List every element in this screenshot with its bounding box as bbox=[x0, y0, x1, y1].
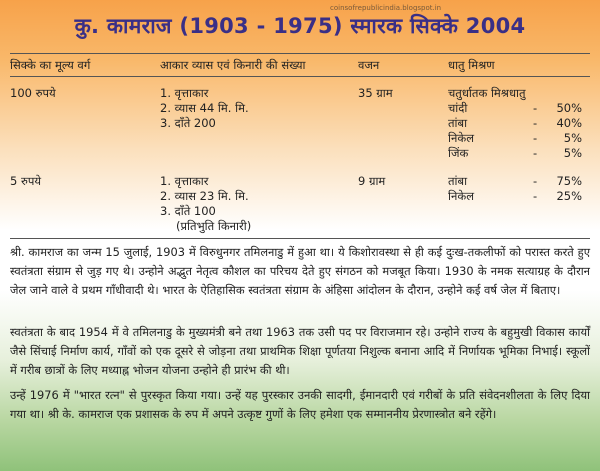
metal-percent: 75% bbox=[556, 174, 582, 188]
metals-100 bbox=[448, 101, 582, 161]
denomination-5: 5 रुपये bbox=[10, 174, 42, 188]
header-alloy: धातु मिश्रण bbox=[448, 58, 495, 72]
metal-row bbox=[448, 131, 582, 146]
alloy-name-100: चतुर्धातक मिश्रधातु bbox=[448, 86, 526, 100]
metal-row bbox=[448, 174, 582, 189]
spec-item: 2. व्यास 23 मि. मि. bbox=[160, 189, 249, 203]
page-title: कु. कामराज (1903 - 1975) स्मारक सिक्के 2004 bbox=[74, 14, 526, 38]
paragraph-birth: श्री. कामराज का जन्म 15 जुलाई, 1903 में विरुधुनगर तमिलनाडु में हुआ था। ये किशोरावस्था से ही कई दुःख-तकलीफों को परास्त करते हुए स्वतंत्रता संग्राम से जुड़ गए थे। उन्होने अद्भुत नेतृत्व कौशल का परिचय देते हुए संगठन को मजबूत किया। 1930 के नमक सत्याग्रह के दौरान जेल जाने वाले वे प्रथम गाँधीवादी थे। भारत के ऐतिहासिक स्वतंत्रता संग्राम के अंहिसा आंदोलन के दौरान, उन्होने कई वर्ष जेल में बिताए। bbox=[10, 245, 590, 297]
header-size: आकार व्यास एवं किनारी की संख्या bbox=[160, 58, 306, 72]
metal-dash: - bbox=[533, 174, 538, 188]
metal-percent: 5% bbox=[563, 146, 582, 160]
metal-name: तांबा bbox=[448, 116, 468, 130]
metal-dash: - bbox=[533, 131, 538, 145]
header-denomination: सिक्के का मूल्य वर्ग bbox=[10, 58, 91, 72]
specs-100 bbox=[160, 86, 249, 131]
metal-dash: - bbox=[533, 146, 538, 160]
denomination-100: 100 रुपये bbox=[10, 86, 56, 100]
metal-row bbox=[448, 189, 582, 204]
spec-item: 2. व्यास 44 मि. मि. bbox=[160, 101, 249, 115]
paragraph-bharat-ratna: उन्हें 1976 में "भारत रत्न" से पुरस्कृत किया गया। उन्हें यह पुरस्कार उनकी सादगी, ईमानदारी एवं गरीबों के प्रति संवेदनशीलता के लिए दिया गया था। श्री के. कामराज एक प्रशासक के रुप में अपने उत्कृष्ट गुणों के लिए हमेशा एक सम्माननीय प्रेरणास्त्रोत बने रहेंगे। bbox=[10, 388, 591, 421]
metal-name: निकेल bbox=[448, 189, 474, 203]
metal-dash: - bbox=[533, 189, 538, 203]
header-weight: वजन bbox=[358, 58, 380, 72]
metal-name: चांदी bbox=[448, 101, 468, 115]
weight-100: 35 ग्राम bbox=[358, 86, 393, 100]
metals-5 bbox=[448, 174, 582, 204]
metal-name: जिंक bbox=[448, 146, 469, 160]
metal-dash: - bbox=[533, 116, 538, 130]
metal-name: तांबा bbox=[448, 174, 468, 188]
specs-5 bbox=[160, 174, 251, 234]
metal-row bbox=[448, 116, 582, 131]
table-header-rule bbox=[10, 76, 590, 77]
metal-percent: 5% bbox=[563, 131, 582, 145]
metal-dash: - bbox=[533, 101, 538, 115]
paragraph-chief-minister: स्वतंत्रता के बाद 1954 में वे तमिलनाडु के मुख्यमंत्री बने तथा 1963 तक उसी पद पर विराजमान रहे। उन्होने राज्य के बहुमुखी विकास कार्यों जैसे सिंचाई निर्माण कार्य, गाँवों को एक दूसरे से जोड़ना तथा प्राथमिक शिक्षा पूर्णतया निशुल्क बनाना आदि में निर्णायक भूमिका निभाई। स्कूलों में गरीब छात्रों के लिए मध्याह्न भोजन योजना उन्होने ही प्रारंभ की थी। bbox=[10, 325, 590, 377]
spec-item: 1. वृत्ताकार bbox=[160, 86, 209, 100]
metal-percent: 40% bbox=[556, 116, 582, 130]
table-top-rule bbox=[10, 53, 590, 54]
watermark: coinsofrepublicindia.blogspot.in bbox=[330, 4, 442, 12]
weight-5: 9 ग्राम bbox=[358, 174, 386, 188]
spec-item: 3. दाँते 100 bbox=[160, 204, 216, 218]
metal-percent: 50% bbox=[556, 101, 582, 115]
spec-item: 1. वृत्ताकार bbox=[160, 174, 209, 188]
spec-item: 3. दाँते 200 bbox=[160, 116, 216, 130]
table-bottom-rule bbox=[10, 238, 590, 239]
metal-row bbox=[448, 101, 582, 116]
metal-percent: 25% bbox=[556, 189, 582, 203]
metal-name: निकेल bbox=[448, 131, 474, 145]
spec-item: (प्रतिभुति किनारी) bbox=[176, 219, 252, 233]
metal-row bbox=[448, 146, 582, 161]
